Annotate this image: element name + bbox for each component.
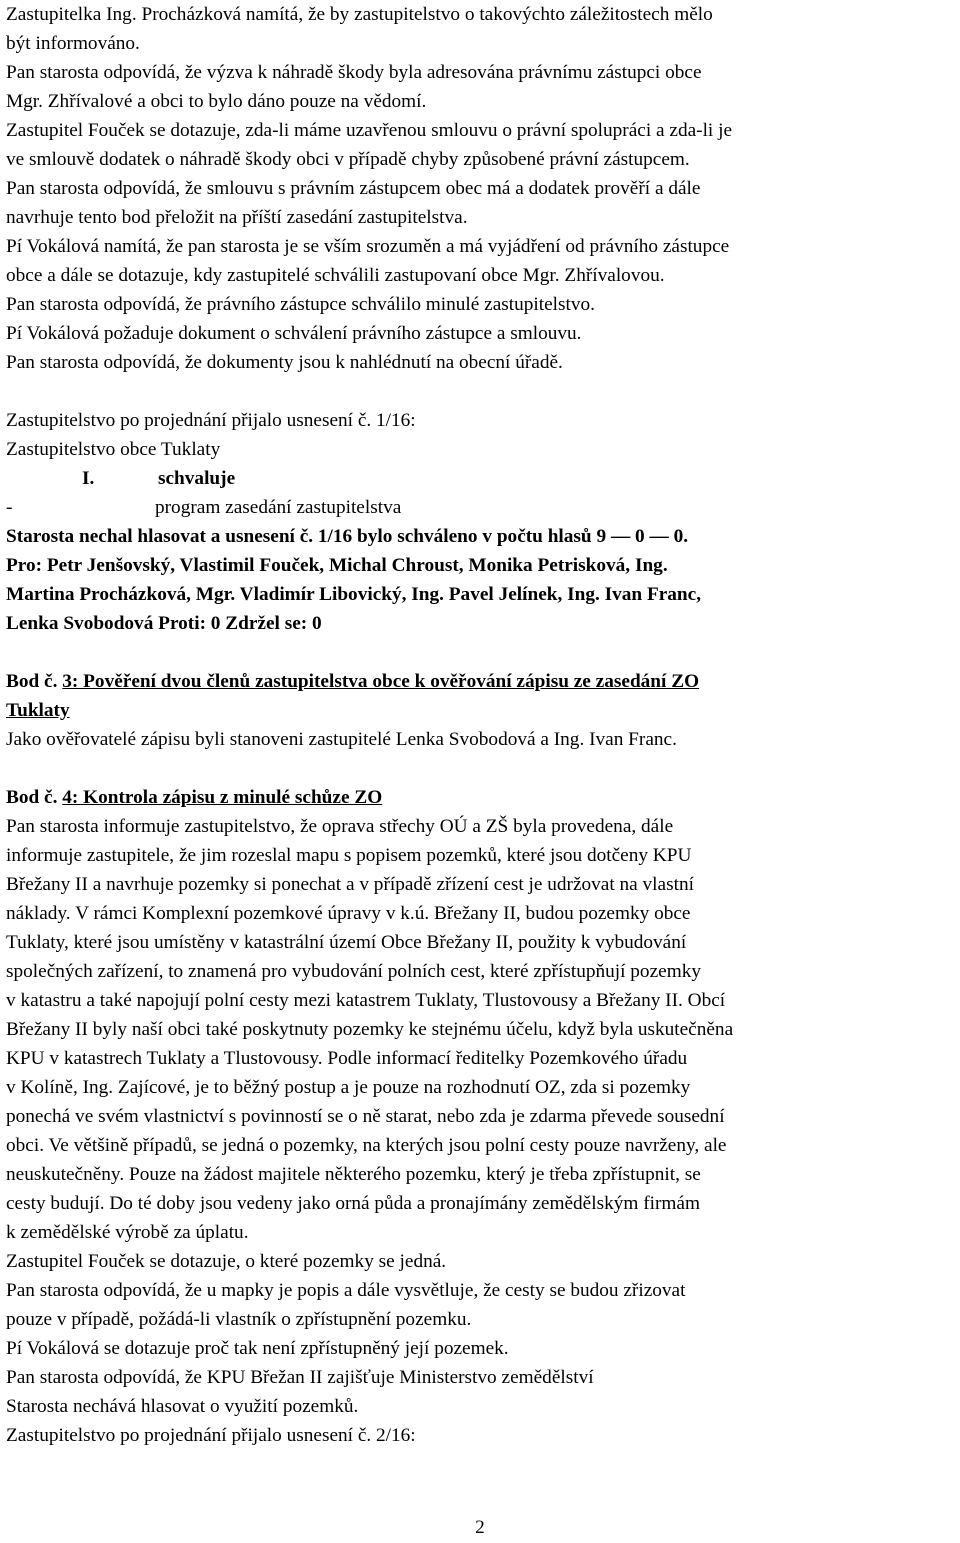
resolution-roman: I. <box>82 468 95 489</box>
vote-line: Starosta nechal hlasovat a usnesení č. 1/16 bylo schváleno v počtu hlasů 9 — 0 — 0. <box>6 526 689 547</box>
bod-4-heading <box>6 783 956 812</box>
text-line: cesty budují. Do té doby jsou vedeny jako orná půda a pronajímány zemědělským firmám <box>6 1193 700 1214</box>
text-line: Zastupitel Fouček se dotazuje, o které pozemky se jedná. <box>6 1251 447 1272</box>
resolution-intro: Zastupitelstvo po projednání přijalo usnesení č. 1/16: <box>6 410 416 431</box>
resolution-1 <box>6 406 956 638</box>
spacer <box>6 638 956 667</box>
text-line: Pan starosta odpovídá, že smlouvu s právním zástupcem obec má a dodatek prověří a dále <box>6 178 701 199</box>
bod-4 <box>6 783 956 1450</box>
item-dash: - <box>6 497 13 518</box>
text-line: v katastru a také napojují polní cesty mezi katastrem Tuklaty, Tlustovousy a Břežany II. Obcí <box>6 990 726 1011</box>
text-line: Starosta nechává hlasovat o využití pozemků. <box>6 1396 359 1417</box>
text-line: Pan starosta informuje zastupitelstvo, že oprava střechy OÚ a ZŠ byla provedena, dále <box>6 816 674 837</box>
text-line: neuskutečněny. Pouze na žádost majitele některého pozemku, který je třeba zpřístupnit, se <box>6 1164 701 1185</box>
text-line: Tuklaty, které jsou umístěny v katastrální území Obce Břežany II, použity k vybudování <box>6 932 687 953</box>
text-line: Pí Vokálová požaduje dokument o schválení právního zástupce a smlouvu. <box>6 323 582 344</box>
text-line: Zastupitelstvo po projednání přijalo usnesení č. 2/16: <box>6 1425 416 1446</box>
text-line: pouze v případě, požádá-li vlastník o zpřístupnění pozemku. <box>6 1309 472 1330</box>
resolution-body: Zastupitelstvo obce Tuklaty <box>6 439 221 460</box>
text-line: Pan starosta odpovídá, že KPU Břežan II zajišťuje Ministerstvo zemědělství <box>6 1367 594 1388</box>
item-text: program zasedání zastupitelstva <box>155 497 402 518</box>
text-line: informuje zastupitele, že jim rozeslal mapu s popisem pozemků, které jsou dotčeny KPU <box>6 845 692 866</box>
bod-title: 3: Pověření dvou členů zastupitelstva obce k ověřování zápisu ze zasedání ZO <box>62 671 700 692</box>
text-line: ve smlouvě dodatek o náhradě škody obci v případě chyby způsobené právní zástupcem. <box>6 149 690 170</box>
text-line: Pan starosta odpovídá, že výzva k náhradě škody byla adresována právnímu zástupci obce <box>6 62 702 83</box>
text-line: Břežany II a navrhuje pozemky si ponechat a v případě zřízení cest je udržovat na vlastní <box>6 874 694 895</box>
resolution-verb: schvaluje <box>158 468 236 489</box>
text-line: Břežany II byly naší obci také poskytnuty pozemky ke stejnému účelu, když byla uskutečněna <box>6 1019 734 1040</box>
text-line: Pan starosta odpovídá, že právního zástupce schválilo minulé zastupitelstvo. <box>6 294 596 315</box>
resolution-item <box>6 493 956 522</box>
text-line: Pí Vokálová namítá, že pan starosta je se vším srozuměn a má vyjádření od právního zástupce <box>6 236 730 257</box>
text-line: KPU v katastrech Tuklaty a Tlustovousy. Podle informací ředitelky Pozemkového úřadu <box>6 1048 688 1069</box>
text-line: společných zařízení, to znamená pro vybudování polních cest, které zpřístupňují pozemky <box>6 961 701 982</box>
page-number: 2 <box>475 1517 485 1538</box>
vote-line: Pro: Petr Jenšovský, Vlastimil Fouček, Michal Chroust, Monika Petrisková, Ing. <box>6 555 668 576</box>
text-line: k zemědělské výrobě za úplatu. <box>6 1222 249 1243</box>
bod-title-cont: Tuklaty <box>6 700 70 721</box>
spacer <box>6 377 956 406</box>
document-page <box>6 0 956 1450</box>
bod-3 <box>6 667 956 754</box>
text-line: Zastupitel Fouček se dotazuje, zda-li máme uzavřenou smlouvu o právní spolupráci a zda-li je <box>6 120 733 141</box>
bod-title: 4: Kontrola zápisu z minulé schůze ZO <box>62 787 383 808</box>
discussion-block <box>6 0 956 377</box>
bod-prefix: Bod č. <box>6 671 58 692</box>
text-line: náklady. V rámci Komplexní pozemkové úpravy v k.ú. Břežany II, budou pozemky obce <box>6 903 691 924</box>
bod-3-heading <box>6 667 956 696</box>
text-line: Pan starosta odpovídá, že u mapky je popis a dále vysvětluje, že cesty se budou zřizovat <box>6 1280 686 1301</box>
vote-line: Lenka Svobodová Proti: 0 Zdržel se: 0 <box>6 613 322 634</box>
text-line: ponechá ve svém vlastnictví s povinností se o ně starat, nebo zda je zdarma převede sousední <box>6 1106 725 1127</box>
text-line: Pí Vokálová se dotazuje proč tak není zpřístupněný její pozemek. <box>6 1338 509 1359</box>
text-line: Zastupitelka Ing. Procházková namítá, že by zastupitelstvo o takovýchto záležitostech mělo <box>6 4 713 25</box>
resolution-verb-line <box>6 464 956 493</box>
bod-prefix: Bod č. <box>6 787 58 808</box>
text-line: obci. Ve většině případů, se jedná o pozemky, na kterých jsou polní cesty pouze navrženy, ale <box>6 1135 727 1156</box>
text-line: Pan starosta odpovídá, že dokumenty jsou k nahlédnutí na obecní úřadě. <box>6 352 563 373</box>
text-line: obce a dále se dotazuje, kdy zastupitelé schválili zastupovaní obce Mgr. Zhřívalovou. <box>6 265 665 286</box>
text-line: navrhuje tento bod přeložit na příští zasedání zastupitelstva. <box>6 207 468 228</box>
vote-line: Martina Procházková, Mgr. Vladimír Libovický, Ing. Pavel Jelínek, Ing. Ivan Franc, <box>6 584 702 605</box>
spacer <box>6 754 956 783</box>
text-line: být informováno. <box>6 33 140 54</box>
text-line: Mgr. Zhřívalové a obci to bylo dáno pouze na vědomí. <box>6 91 427 112</box>
bod-3-heading-cont <box>6 696 956 725</box>
bod-3-text: Jako ověřovatelé zápisu byli stanoveni zastupitelé Lenka Svobodová a Ing. Ivan Franc. <box>6 729 677 750</box>
text-line: v Kolíně, Ing. Zajícové, je to běžný postup a je pouze na rozhodnutí OZ, zda si pozemky <box>6 1077 691 1098</box>
